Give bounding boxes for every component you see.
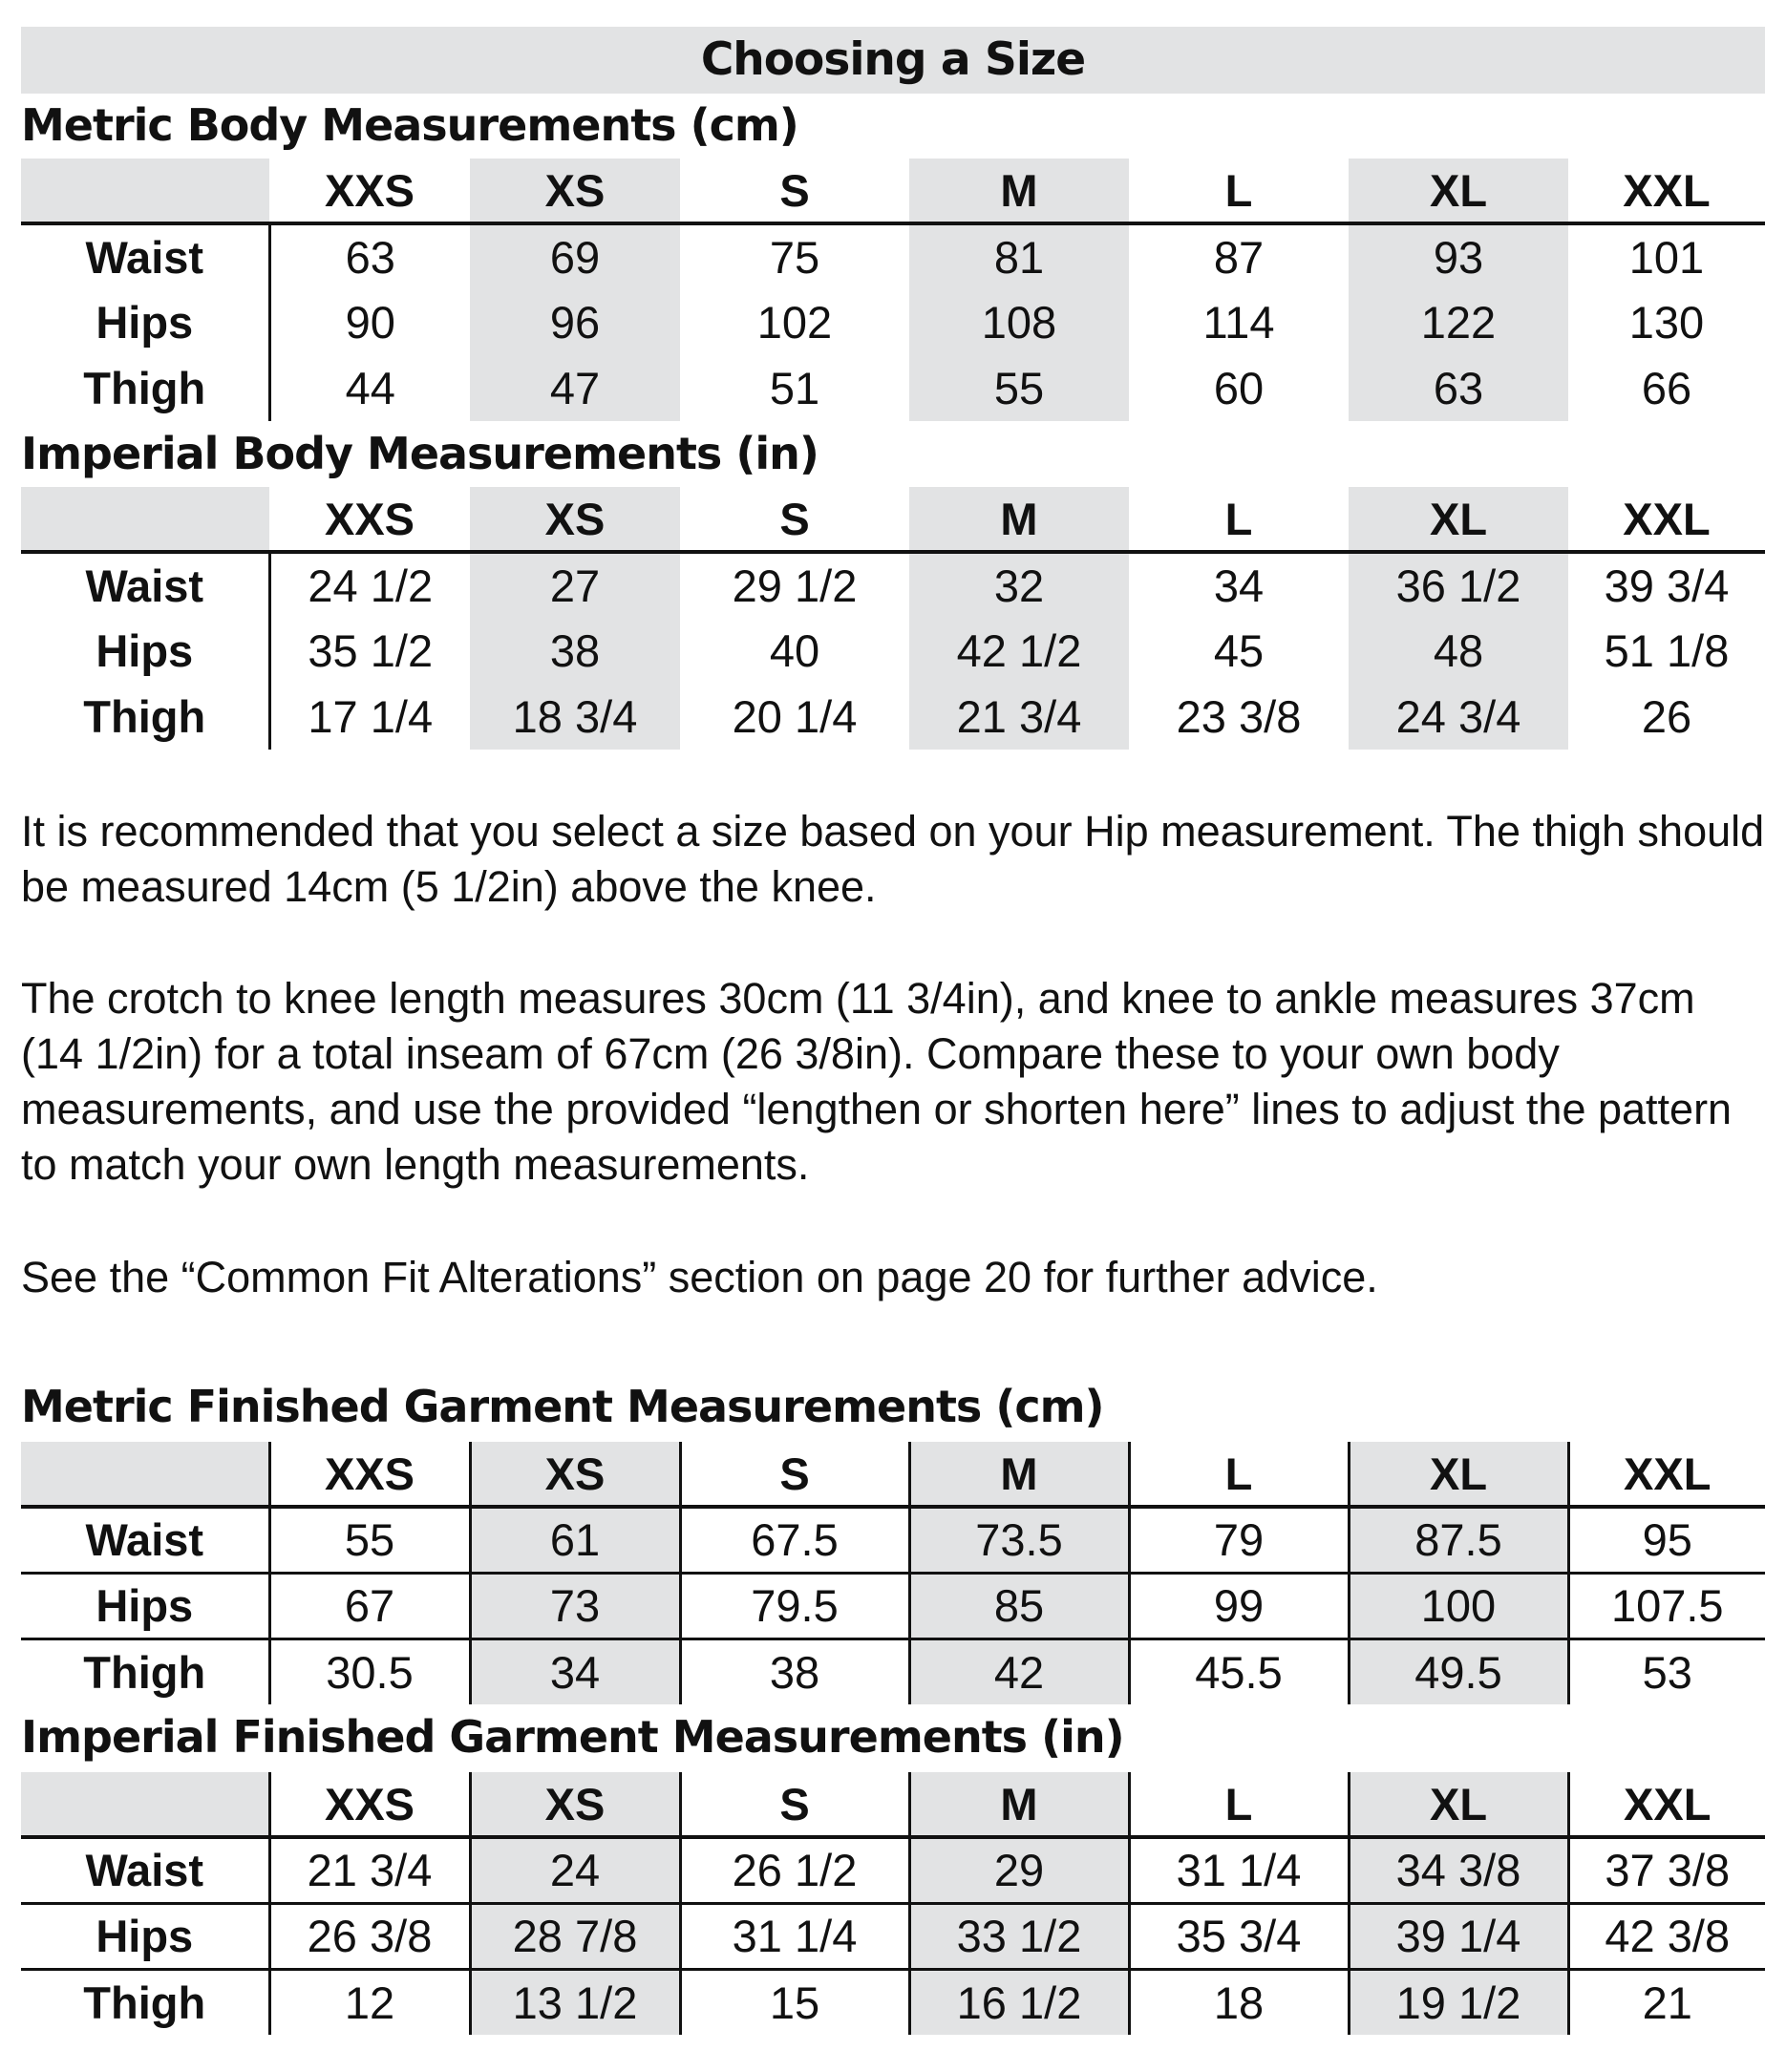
measurement-cell: 26 [1641,691,1692,742]
table-row [21,289,1765,355]
measurement-cell: 93 [1349,223,1568,289]
size-header-xs: XS [470,1772,680,1837]
measurement-cell: 66 [1641,363,1692,413]
measurement-cell: 36 1/2 [1349,552,1568,618]
size-header-xxl: XXL [1568,159,1765,223]
measurement-cell: 67.5 [680,1507,909,1573]
measurement-cell: 90 [345,297,395,348]
table-row [21,1639,1765,1704]
measurement-cell: 73 [470,1573,680,1639]
row-label-hips: Hips [21,618,269,684]
measurement-cell: 34 [1213,560,1265,611]
measurement-cell: 12 [269,1969,470,2035]
metric-garment-table [21,1442,1765,1704]
measurement-cell: 31 1/4 [680,1903,909,1969]
size-header-xs: XS [470,159,680,223]
measurement-cell: 67 [269,1573,470,1639]
size-header-m: M [909,1442,1129,1507]
size-header-xl: XL [1349,487,1568,552]
measurement-cell: 21 [1642,1977,1692,2028]
size-header-l: L [1129,1442,1349,1507]
size-header-s: S [680,487,909,552]
header-corner [21,1442,269,1507]
size-header-xl: XL [1349,159,1568,223]
measurement-cell: 99 [1129,1573,1349,1639]
measurement-cell: 29 1/2 [732,560,858,611]
table-row [21,1969,1765,2035]
header-corner [21,1772,269,1837]
measurement-cell: 37 3/8 [1568,1837,1765,1903]
imperial-garment-table [21,1772,1765,2035]
measurement-cell: 45 [1213,625,1265,676]
size-header-m: M [909,487,1129,552]
measurement-cell: 107.5 [1568,1573,1765,1639]
measurement-cell: 24 [470,1837,680,1903]
measurement-cell: 33 1/2 [909,1903,1129,1969]
size-header-xxl: XXL [1568,1772,1765,1837]
measurement-cell: 27 [470,552,680,618]
measurement-cell: 39 1/4 [1349,1903,1568,1969]
measurement-cell: 40 [769,625,820,676]
table-row [21,552,1765,618]
size-header-xxs: XXS [269,487,470,552]
measurement-cell: 34 3/8 [1349,1837,1568,1903]
measurement-cell: 101 [1628,232,1705,283]
measurement-cell: 53 [1642,1646,1692,1698]
measurement-cell: 114 [1202,297,1275,348]
measurement-cell: 122 [1349,289,1568,355]
row-label-hips: Hips [21,1903,269,1969]
table-row [21,223,1765,289]
metric-body-heading: Metric Body Measurements (cm) [21,99,798,151]
measurement-cell: 29 [909,1837,1129,1903]
measurement-cell: 21 3/4 [269,1837,470,1903]
size-header-xs: XS [470,487,680,552]
measurement-cell: 95 [1568,1507,1765,1573]
measurement-cell: 49.5 [1349,1639,1568,1704]
metric-body-table [21,159,1765,421]
row-label-thigh: Thigh [21,355,269,421]
table-row [21,1903,1765,1969]
row-label-thigh: Thigh [21,1969,269,2035]
measurement-cell: 102 [756,297,833,348]
row-label-hips: Hips [21,1573,269,1639]
measurement-cell: 23 3/8 [1176,691,1302,742]
measurement-cell: 42 [909,1639,1129,1704]
measurement-cell: 20 1/4 [732,691,858,742]
measurement-cell: 28 7/8 [470,1903,680,1969]
measurement-cell: 32 [909,552,1129,618]
row-label-waist: Waist [21,552,269,618]
size-header-l: L [1129,487,1349,552]
size-header-xl: XL [1349,1772,1568,1837]
table-row [21,618,1765,684]
measurement-cell: 130 [1628,297,1705,348]
size-header-m: M [909,1772,1129,1837]
measurement-cell: 100 [1349,1573,1568,1639]
size-header-l: L [1129,159,1349,223]
measurement-cell: 51 [769,363,820,413]
measurement-cell: 45.5 [1129,1639,1349,1704]
measurement-cell: 108 [909,289,1129,355]
size-header-l: L [1129,1772,1349,1837]
row-label-waist: Waist [21,223,269,289]
measurement-cell: 19 1/2 [1349,1969,1568,2035]
page-title: Choosing a Size [21,27,1765,94]
measurement-cell: 73.5 [909,1507,1129,1573]
measurement-cell: 79 [1129,1507,1349,1573]
measurement-cell: 63 [345,232,395,283]
row-label-thigh: Thigh [21,684,269,750]
row-label-waist: Waist [21,1837,269,1903]
measurement-cell: 42 3/8 [1568,1903,1765,1969]
size-header-xxl: XXL [1568,1442,1765,1507]
measurement-cell: 13 1/2 [470,1969,680,2035]
table-row [21,1837,1765,1903]
measurement-cell: 26 1/2 [680,1837,909,1903]
measurement-cell: 31 1/4 [1129,1837,1349,1903]
measurement-cell: 55 [269,1507,470,1573]
table-row [21,1507,1765,1573]
size-header-xs: XS [470,1442,680,1507]
measurement-cell: 38 [470,618,680,684]
imperial-garment-heading: Imperial Finished Garment Measurements (in) [21,1711,1124,1763]
imperial-body-table [21,487,1765,750]
header-corner [21,159,269,223]
paragraph-size-advice: It is recommended that you select a size based on your Hip measurement. The thigh should be measured 14cm (5 1/2in) above the knee. [21,807,1765,911]
header-corner [21,487,269,552]
row-label-hips: Hips [21,289,269,355]
measurement-cell: 18 3/4 [470,684,680,750]
measurement-cell: 51 1/8 [1604,625,1730,676]
size-header-s: S [680,159,909,223]
measurement-cell: 47 [470,355,680,421]
measurement-cell: 26 3/8 [269,1903,470,1969]
measurement-cell: 44 [345,363,395,413]
measurement-cell: 48 [1349,618,1568,684]
measurement-cell: 35 3/4 [1129,1903,1349,1969]
size-header-s: S [680,1772,909,1837]
metric-garment-heading: Metric Finished Garment Measurements (cm) [21,1381,1104,1432]
measurement-cell: 18 [1129,1969,1349,2035]
size-header-xxs: XXS [269,159,470,223]
measurement-cell: 87 [1213,232,1265,283]
measurement-cell: 15 [680,1969,909,2035]
size-header-s: S [680,1442,909,1507]
size-header-xl: XL [1349,1442,1568,1507]
measurement-cell: 79.5 [680,1573,909,1639]
measurement-cell: 34 [470,1639,680,1704]
measurement-cell: 75 [769,232,820,283]
measurement-cell: 30.5 [269,1639,470,1704]
table-row [21,1573,1765,1639]
measurement-cell: 24 3/4 [1349,684,1568,750]
measurement-cell: 60 [1213,363,1265,413]
measurement-cell: 39 3/4 [1604,560,1730,611]
row-label-thigh: Thigh [21,1639,269,1704]
measurement-cell: 16 1/2 [909,1969,1129,2035]
measurement-cell: 81 [909,223,1129,289]
size-header-xxs: XXS [269,1772,470,1837]
size-header-xxs: XXS [269,1442,470,1507]
measurement-cell: 61 [470,1507,680,1573]
measurement-cell: 96 [470,289,680,355]
measurement-cell: 24 1/2 [308,560,434,611]
measurement-cell: 85 [909,1573,1129,1639]
paragraph-fit-alterations: See the “Common Fit Alterations” section on page 20 for further advice. [21,1253,1378,1301]
measurement-cell: 55 [909,355,1129,421]
size-header-xxl: XXL [1568,487,1765,552]
measurement-cell: 17 1/4 [308,691,434,742]
size-header-m: M [909,159,1129,223]
imperial-body-heading: Imperial Body Measurements (in) [21,428,819,479]
measurement-cell: 35 1/2 [308,625,434,676]
measurement-cell: 42 1/2 [909,618,1129,684]
table-row [21,684,1765,750]
measurement-cell: 38 [680,1639,909,1704]
measurement-cell: 21 3/4 [909,684,1129,750]
measurement-cell: 87.5 [1349,1507,1568,1573]
table-row [21,355,1765,421]
paragraph-inseam: The crotch to knee length measures 30cm (11 3/4in), and knee to ankle measures 37cm (14 1/2in) for a total inseam of 67cm (26 3/8in). Compare these to your own body measurements, and use the provided “lengthen or shorten here” lines to adjust the pattern to match your own length measurements. [21,974,1733,1189]
row-label-waist: Waist [21,1507,269,1573]
measurement-cell: 63 [1349,355,1568,421]
measurement-cell: 69 [470,223,680,289]
